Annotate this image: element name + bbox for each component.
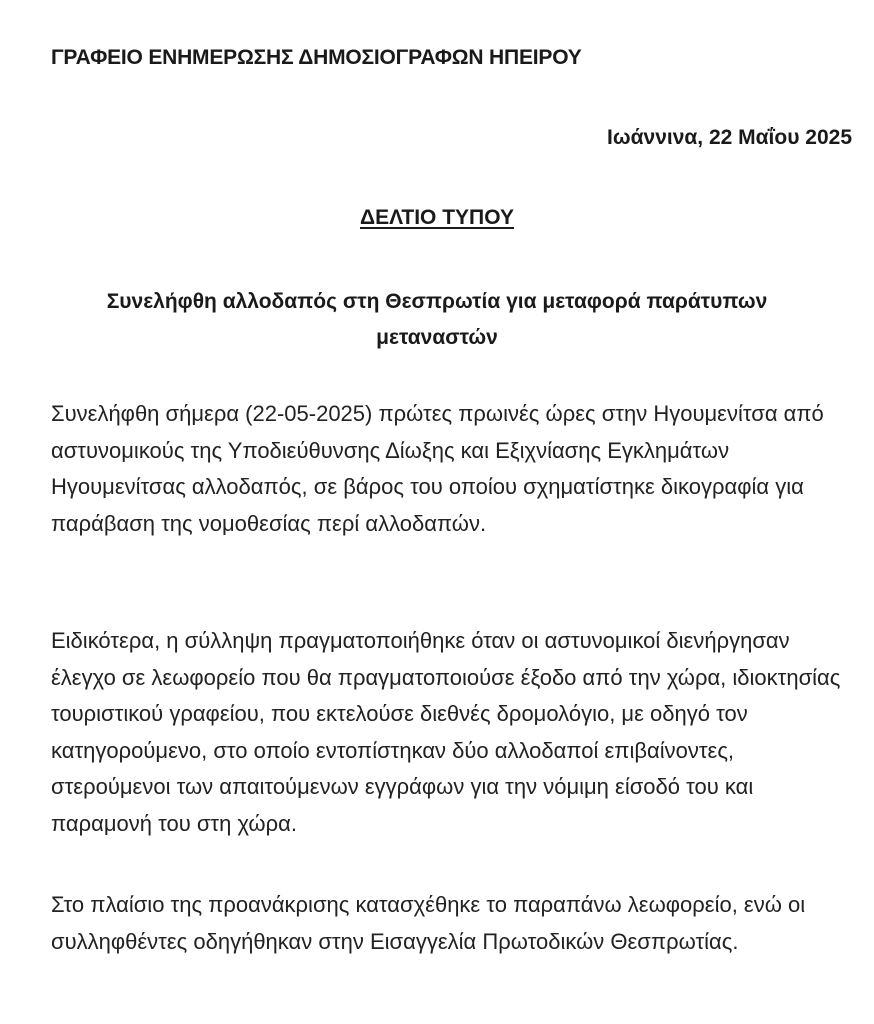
paragraph-3: Στο πλαίσιο της προανάκρισης κατασχέθηκε το παραπάνω λεωφορείο, ενώ οι συλληφθέντες οδηγήθηκαν στην Εισαγγελία Πρωτοδικών Θεσπρωτίας. (51, 892, 806, 954)
document-type-label: ΔΕΛΤΙΟ ΤΥΠΟΥ (360, 206, 514, 229)
organization-name: ΓΡΑΦΕΙΟ ΕΝΗΜΕΡΩΣΗΣ ΔΗΜΟΣΙΟΓΡΑΦΩΝ ΗΠΕΙΡΟΥ (51, 46, 582, 69)
headline: Συνελήφθη αλλοδαπός στη Θεσπρωτία για μεταφορά παράτυπων μεταναστών (106, 290, 768, 349)
place-date: Ιωάννινα, 22 Μαΐου 2025 (607, 126, 852, 149)
paragraph-1: Συνελήφθη σήμερα (22-05-2025) πρώτες πρωινές ώρες στην Ηγουμενίτσα από αστυνομικούς της Υποδιεύθυνσης Δίωξης και Εξιχνίασης Εγκλημάτων Ηγουμενίτσας αλλοδαπός, σε βάρος του οποίου σχηματίστηκε δικογραφία για παράβαση της νομοθεσίας περί αλλοδαπών. (51, 401, 824, 536)
paragraph-2: Ειδικότερα, η σύλληψη πραγματοποιήθηκε όταν οι αστυνομικοί διενήργησαν έλεγχο σε λεωφορείο που θα πραγματοποιούσε έξοδο από την χώρα, ιδιοκτησίας τουριστικού γραφείου, που εκτελούσε διεθνές δρομολόγιο, με οδηγό τον κατηγορούμενο, στο οποίο εντοπίστηκαν δύο αλλοδαποί επιβαίνοντες, στερούμενοι των απαιτούμενων εγγράφων για την νόμιμη είσοδό του και παραμονή του στη χώρα. (51, 628, 841, 836)
document-type (0, 206, 874, 230)
